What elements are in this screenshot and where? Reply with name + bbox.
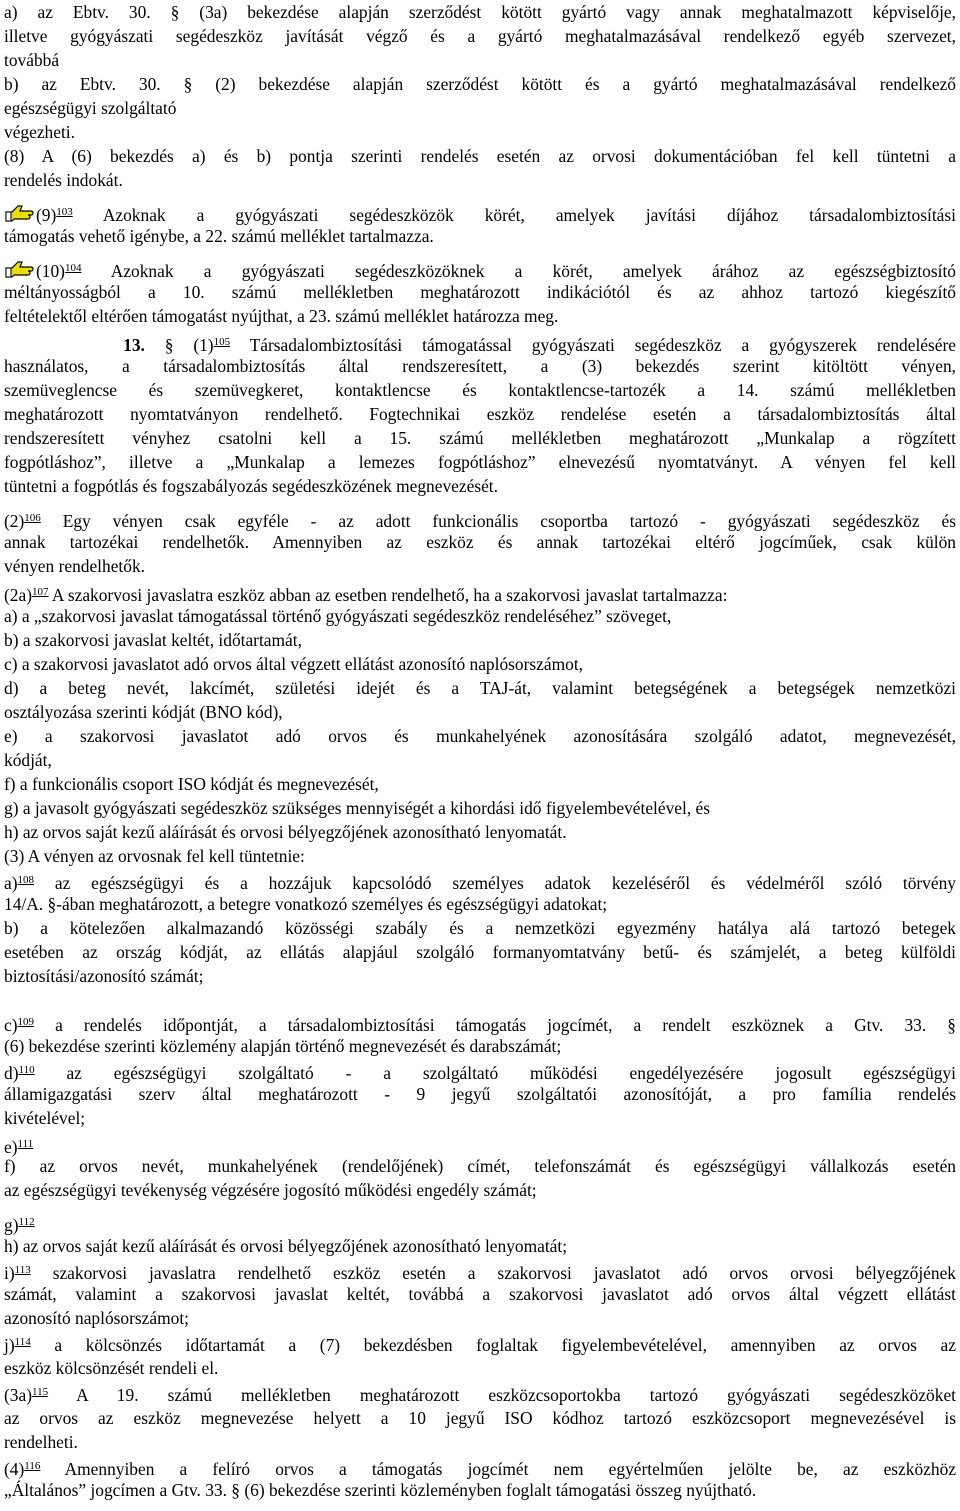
- text-line: [4, 474, 956, 498]
- paragraph-label: (9): [36, 205, 57, 225]
- text-line: [4, 1478, 956, 1502]
- text-line: [4, 1282, 956, 1306]
- text-line: [4, 964, 956, 988]
- text-line: [4, 1430, 956, 1454]
- paragraph-label: (2a): [4, 585, 32, 605]
- footnote-link[interactable]: 108: [17, 874, 35, 886]
- pointing-hand-icon[interactable]: [4, 259, 34, 279]
- line-text: a) az Ebtv. 30. § (3a) bekezdése alapján szerződést kötött gyártó vagy annak meghatalmazott képviselője,: [4, 2, 956, 22]
- line-text: az egészségügyi tevékenység végzésére jogosító működési engedély számát;: [4, 1180, 537, 1200]
- text-line: [4, 72, 956, 96]
- text-line: [4, 724, 956, 748]
- text-line: [4, 748, 956, 772]
- line-text: számát, valamint a szakorvosi javaslat keltét, továbbá a szakorvosi javaslatot adó orvos által végzett ellátást: [4, 1284, 956, 1304]
- text-line: [4, 1210, 956, 1234]
- line-text: g) a javasolt gyógyászati segédeszköz szükséges mennyiségét a kihordási idő figyelembevételével, és: [4, 798, 711, 818]
- text-line: [4, 1178, 956, 1202]
- text-line: [4, 168, 956, 192]
- paragraph-label: d): [4, 1063, 19, 1083]
- footnote-link[interactable]: 115: [32, 1386, 49, 1398]
- footnote-link[interactable]: 106: [24, 512, 41, 524]
- footnote-link[interactable]: 105: [213, 336, 231, 348]
- line-text: fogpótláshoz”, illetve a „Munkalap a lemezes fogpótláshoz” elnevezésű nyomtatványt. A vényen fel kell: [4, 452, 956, 472]
- line-text: f) az orvos nevét, munkahelyének (rendelőjének) címét, telefonszámát és egészségügyi vállalkozás esetén: [4, 1156, 956, 1176]
- text-line: [4, 554, 956, 578]
- text-line: [4, 280, 956, 304]
- text-line: [4, 1258, 956, 1282]
- text-line: [4, 256, 956, 280]
- line-text: az orvos az eszköz megnevezése helyett a 10 jegyű ISO kódhoz tartozó eszközcsoport megnevezésével is: [4, 1408, 956, 1428]
- text-line: [4, 916, 956, 940]
- line-text: rendelheti.: [4, 1432, 78, 1452]
- text-line: [4, 96, 956, 120]
- line-text: kódját,: [4, 750, 52, 770]
- text-line: [4, 120, 956, 144]
- text-line: [4, 1154, 956, 1178]
- paragraph-label: (2): [4, 511, 25, 531]
- line-text: támogatás vehető igénybe, a 22. számú melléklet tartalmazza.: [4, 226, 434, 246]
- line-text: a rendelés időpontját, a társadalombiztosítási támogatás jogcímét, a rendelt eszköznek a Gtv. 33. §: [34, 1015, 956, 1035]
- section-number: 13.: [123, 335, 145, 355]
- line-text: meghatározott nyomtatványon rendelhető. Fogtechnikai eszköz rendelése esetén a társadalombiztosítás által: [4, 404, 956, 424]
- text-line: [4, 796, 956, 820]
- text-line: [4, 48, 956, 72]
- line-text: (3) A vényen az orvosnak fel kell tüntetnie:: [4, 846, 305, 866]
- text-line: [4, 1106, 956, 1130]
- line-text: h) az orvos saját kezű aláírását és orvosi bélyegzőjének azonosítható lenyomatát;: [4, 1236, 568, 1256]
- text-line: [4, 628, 956, 652]
- line-text: „Általános” jogcímen a Gtv. 33. § (6) bekezdése szerinti közleményben foglalt támogatási összeg nyújtható.: [4, 1480, 757, 1500]
- footnote-link[interactable]: 110: [18, 1064, 35, 1076]
- line-text: az egészségügyi és a hozzájuk kapcsolódó személyes adatok kezeléséről és védelméről szóló törvény: [34, 873, 956, 893]
- text-line: [4, 304, 956, 328]
- footnote-link[interactable]: 112: [18, 1216, 35, 1228]
- line-text: osztályozása szerinti kódját (BNO kód),: [4, 702, 283, 722]
- paragraph-label: j): [4, 1335, 15, 1355]
- line-text: b) az Ebtv. 30. § (2) bekezdése alapján szerződést kötött és a gyártó meghatalmazásával rendelkező: [4, 74, 956, 94]
- text-line: [4, 200, 956, 224]
- text-line: [4, 1406, 956, 1430]
- line-text: szemüveglencse és szemüvegkeret, kontaktlencse és kontaktlencse-tartozék a 14. számú mellékletben: [4, 380, 956, 400]
- line-text: az egészségügyi szolgáltató - a szolgáltató működési engedélyezésére jogosult egészségügyi: [34, 1063, 956, 1083]
- text-line: [4, 676, 956, 700]
- line-text: szakorvosi javaslatra rendelhető eszköz esetén a szakorvosi javaslatot adó orvos orvosi bélyegzőjének: [30, 1263, 956, 1283]
- line-text: kivételével;: [4, 1108, 86, 1128]
- line-text: Azoknak a gyógyászati segédeszközök körét, amelyek javítási díjához társadalombiztosítási: [72, 205, 956, 225]
- text-line: [4, 0, 956, 24]
- line-text: végezheti.: [4, 122, 75, 142]
- line-text: e) a szakorvosi javaslatot adó orvos és munkahelyének azonosítására szolgáló adatot, megnevezését,: [4, 726, 956, 746]
- footnote-link[interactable]: 116: [24, 1460, 41, 1472]
- footnote-link[interactable]: 103: [56, 206, 73, 218]
- line-text: annak tartozékai rendelhetők. Amennyiben az eszköz és annak tartozékai eltérő jogcíműek, csak külön: [4, 532, 956, 552]
- text-line: [4, 224, 956, 248]
- line-text: f) a funkcionális csoport ISO kódját és megnevezését,: [4, 774, 379, 794]
- line-text: (8) A (6) bekezdés a) és b) pontja szerinti rendelés esetén az orvosi dokumentációban fel kell tüntetni a: [4, 146, 956, 166]
- line-text: d) a beteg nevét, lakcímét, születési idejét és a TAJ-át, valamint betegségének a betegségek nemzetközi: [4, 678, 956, 698]
- footnote-link[interactable]: 107: [32, 586, 49, 598]
- text-line: [4, 402, 956, 426]
- text-line: [4, 820, 956, 844]
- text-line: [4, 1132, 956, 1156]
- line-text: államigazgatási szerv által meghatározott - 9 jegyű szolgáltatói azonosítóját, a pro família rendelés: [4, 1084, 956, 1104]
- line-text: Egy vényen csak egyféle - az adott funkcionális csoportba tartozó - gyógyászati segédeszköz és: [40, 511, 956, 531]
- text-line: [4, 24, 956, 48]
- text-line: [4, 1356, 956, 1380]
- line-text: h) az orvos saját kezű aláírását és orvosi bélyegzőjének azonosítható lenyomatát.: [4, 822, 567, 842]
- paragraph-label: (4): [4, 1459, 25, 1479]
- line-text: Társadalombiztosítási támogatással gyógyászati segédeszköz a gyógyszerek rendelésére: [230, 335, 956, 355]
- footnote-link[interactable]: 113: [14, 1264, 31, 1276]
- footnote-link[interactable]: 109: [17, 1016, 35, 1028]
- line-text: rendelés indokát.: [4, 170, 123, 190]
- text-line: [4, 1454, 956, 1478]
- text-line: [4, 530, 956, 554]
- text-line: [4, 1058, 956, 1082]
- text-line: [4, 868, 956, 892]
- line-text: egészségügyi szolgáltató: [4, 98, 177, 118]
- line-text: rendszeresített vényhez csatolni kell a 15. számú mellékletben meghatározott „Munkalap a rögzített: [4, 428, 956, 448]
- line-text: méltányosságból a 10. számú mellékletben meghatározott indikációtól és az ahhoz tartozó kiegészítő: [4, 282, 956, 302]
- paragraph-label: (3a): [4, 1385, 32, 1405]
- text-line: [4, 652, 956, 676]
- text-line: [4, 940, 956, 964]
- text-line: [4, 580, 956, 604]
- line-text: A 19. számú mellékletben meghatározott eszközcsoportokba tartozó gyógyászati segédeszközöket: [48, 1385, 956, 1405]
- line-text: 14/A. §-ában meghatározott, a betegre vonatkozó személyes és egészségügyi adatokat;: [4, 894, 608, 914]
- text-line: [4, 450, 956, 474]
- line-text: vényen rendelhetők.: [4, 556, 146, 576]
- line-text: (6) bekezdése szerinti közlemény alapján történő megnevezését és darabszámát;: [4, 1036, 562, 1056]
- pointing-hand-icon[interactable]: [4, 203, 34, 223]
- paragraph-label: 13. § (1): [123, 335, 214, 355]
- line-text: a) a „szakorvosi javaslat támogatással történő gyógyászati segédeszköz rendeléséhez” szöveget,: [4, 606, 672, 626]
- text-line: [4, 844, 956, 868]
- footnote-link[interactable]: 111: [17, 1138, 34, 1150]
- line-text: c) a szakorvosi javaslatot adó orvos által végzett ellátást azonosító naplósorszámot,: [4, 654, 584, 674]
- line-text: feltételektől eltérően támogatást nyújthat, a 23. számú melléklet határozza meg.: [4, 306, 559, 326]
- text-line: [4, 354, 956, 378]
- text-line: [4, 1380, 956, 1404]
- text-line: [4, 1330, 956, 1354]
- text-line: [4, 330, 956, 354]
- footnote-link[interactable]: 114: [14, 1336, 31, 1348]
- text-line: [4, 426, 956, 450]
- line-text: illetve gyógyászati segédeszköz javítását végző és a gyártó meghatalmazásával rendelkező egyéb szervezet,: [4, 26, 956, 46]
- line-text: esetében az ország kódját, az ellátás alapjául szolgáló formanyomtatvány betű- és számjelét, a beteg külföldi: [4, 942, 956, 962]
- text-line: [4, 506, 956, 530]
- paragraph-label: c): [4, 1015, 18, 1035]
- line-text: továbbá: [4, 50, 60, 70]
- footnote-link[interactable]: 104: [64, 262, 82, 274]
- line-text: A szakorvosi javaslatra eszköz abban az esetben rendelhető, ha a szakorvosi javaslat tartalmazza:: [48, 585, 728, 605]
- paragraph-label: a): [4, 873, 18, 893]
- text-line: [4, 772, 956, 796]
- line-text: b) a szakorvosi javaslat keltét, időtartamát,: [4, 630, 302, 650]
- paragraph-label: g): [4, 1215, 19, 1235]
- line-text: eszköz kölcsönzését rendeli el.: [4, 1358, 219, 1378]
- text-line: [4, 1034, 956, 1058]
- text-line: [4, 144, 956, 168]
- line-text: b) a kötelezően alkalmazandó közösségi szabály és a nemzetközi egyezmény hatálya alá tartozó betegek: [4, 918, 956, 938]
- text-line: [4, 1234, 956, 1258]
- paragraph-label: i): [4, 1263, 15, 1283]
- text-line: [4, 700, 956, 724]
- text-line: [4, 604, 956, 628]
- paragraph-label: (10): [36, 261, 65, 281]
- line-text: tüntetni a fogpótlás és fogszabályozás segédeszközének megnevezését.: [4, 476, 498, 496]
- line-text: a kölcsönzés időtartamát a (7) bekezdésben foglaltak figyelembevételével, amennyiben az orvos az: [30, 1335, 956, 1355]
- text-line: [4, 892, 956, 916]
- text-line: [4, 1306, 956, 1330]
- line-text: biztosítási/azonosító számát;: [4, 966, 204, 986]
- line-text: Amennyiben a felíró orvos a támogatás jogcímét nem egyértelműen jelölte be, az eszközhöz: [40, 1459, 956, 1479]
- text-line: [4, 1010, 956, 1034]
- text-line: [4, 378, 956, 402]
- line-text: azonosító naplósorszámot;: [4, 1308, 189, 1328]
- line-text: Azoknak a gyógyászati segédeszközöknek a körét, amelyek árához az egészségbiztosító: [81, 261, 956, 281]
- text-line: [4, 1082, 956, 1106]
- line-text: használatos, a társadalombiztosítás által rendszeresített, a (3) bekezdés szerint kitöltött vényen,: [4, 356, 956, 376]
- paragraph-label: e): [4, 1137, 18, 1157]
